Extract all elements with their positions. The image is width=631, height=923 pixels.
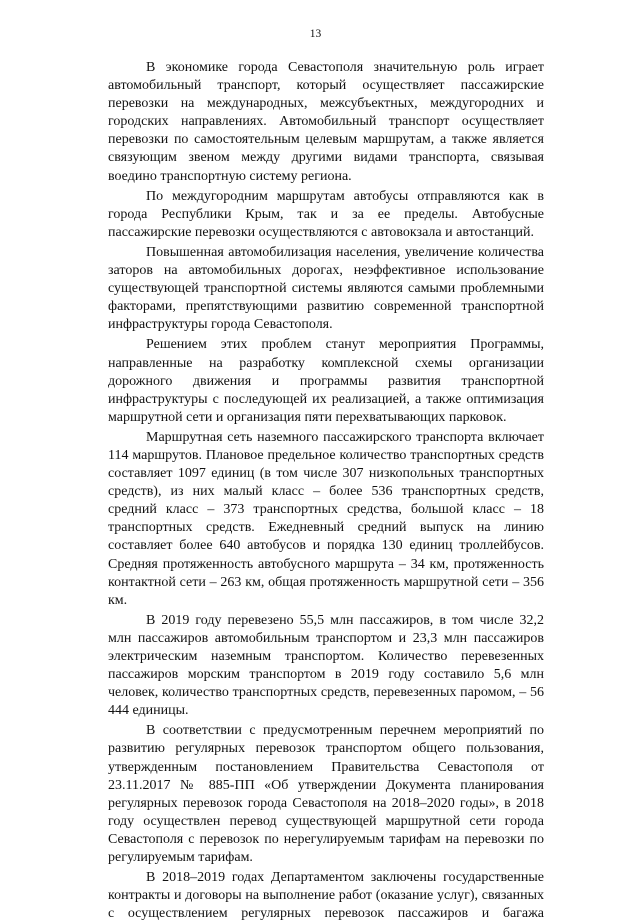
- page-number: 13: [309, 28, 322, 40]
- paragraph-passenger-statistics: В 2019 году перевезено 55,5 млн пассажиров, в том числе 32,2 млн пассажиров автомобильным транспортом и 23,3 млн пассажиров электрическим наземным транспортом. Количество перевезенных пассажиров морским транспортом в 2019 году составило 5,6 млн человек, количество транспортных средств, перевезенных паромом, – 56 444 единицы.: [108, 612, 544, 719]
- paragraph-program-solutions: Решением этих проблем станут мероприятия Программы, направленные на разработку комплексной схемы организации дорожного движения и программы развития транспортной инфраструктуры с последующей их реализацией, а также оптимизация маршрутной сети и организация пяти перехватывающих парковок.: [108, 337, 544, 425]
- paragraph-motorization-problems: Повышенная автомобилизация населения, увеличение количества заторов на автомобильных дорогах, неэффективное использование существующей транспортной системы являются самыми проблемными факторами, препятствующими развитию современной транспортной инфраструктуры города Севастополя.: [108, 244, 544, 333]
- paragraph-route-network: Маршрутная сеть наземного пассажирского транспорта включает 114 маршрутов. Плановое предельное количество транспортных средств составляет 1097 единиц (в том числе 307 низкопольных транспортных средств), из них малый класс – более 536 транспортных средств, средний класс – 373 транспортных средства, большой класс – 18 транспортных средств. Ежедневный средний выпуск на линию составляет более 640 автобусов и порядка 130 единиц троллейбусов. Средняя протяженность автобусного маршрута – 34 км, протяженность контактной сети – 263 км, общая протяженность маршрутной сети – 356 км.: [108, 429, 544, 608]
- paragraph-contracts: В 2018–2019 годах Департаментом заключены государственные контракты и договоры на выполнение работ (оказание услуг), связанных с осуществлением регулярных перевозок пассажиров и багажа: [108, 870, 544, 922]
- paragraph-road-transport: В экономике города Севастополя значительную роль играет автомобильный транспорт, который осуществляет пассажирские перевозки на международных, межсубъектных, междугородних и городских направлениях. Автомобильный транспорт осуществляет перевозки по самостоятельным целевым маршрутам, а также является связующим звеном между другими видами транспорта, связывая воедино транспортную систему региона.: [108, 60, 544, 184]
- document-body: [108, 59, 544, 923]
- paragraph-intercity-routes: По междугородним маршрутам автобусы отправляются как в города Республики Крым, так и за ее пределы. Автобусные пассажирские перевозки осуществляются с автовокзала и автостанций.: [108, 188, 544, 240]
- paragraph-regulated-tariffs: В соответствии с предусмотренным перечнем мероприятий по развитию регулярных перевозок транспортом общего пользования, утвержденным постановлением Правительства Севастополя от 23.11.2017 № 885-ПП «Об утверждении Документа планирования регулярных перевозок города Севастополя на 2018–2020 годы», в 2018 году осуществлен перевод существующей маршрутной сети города Севастополя с перевозок по нерегулируемым тарифам на перевозки по регулируемым тарифам.: [108, 723, 544, 866]
